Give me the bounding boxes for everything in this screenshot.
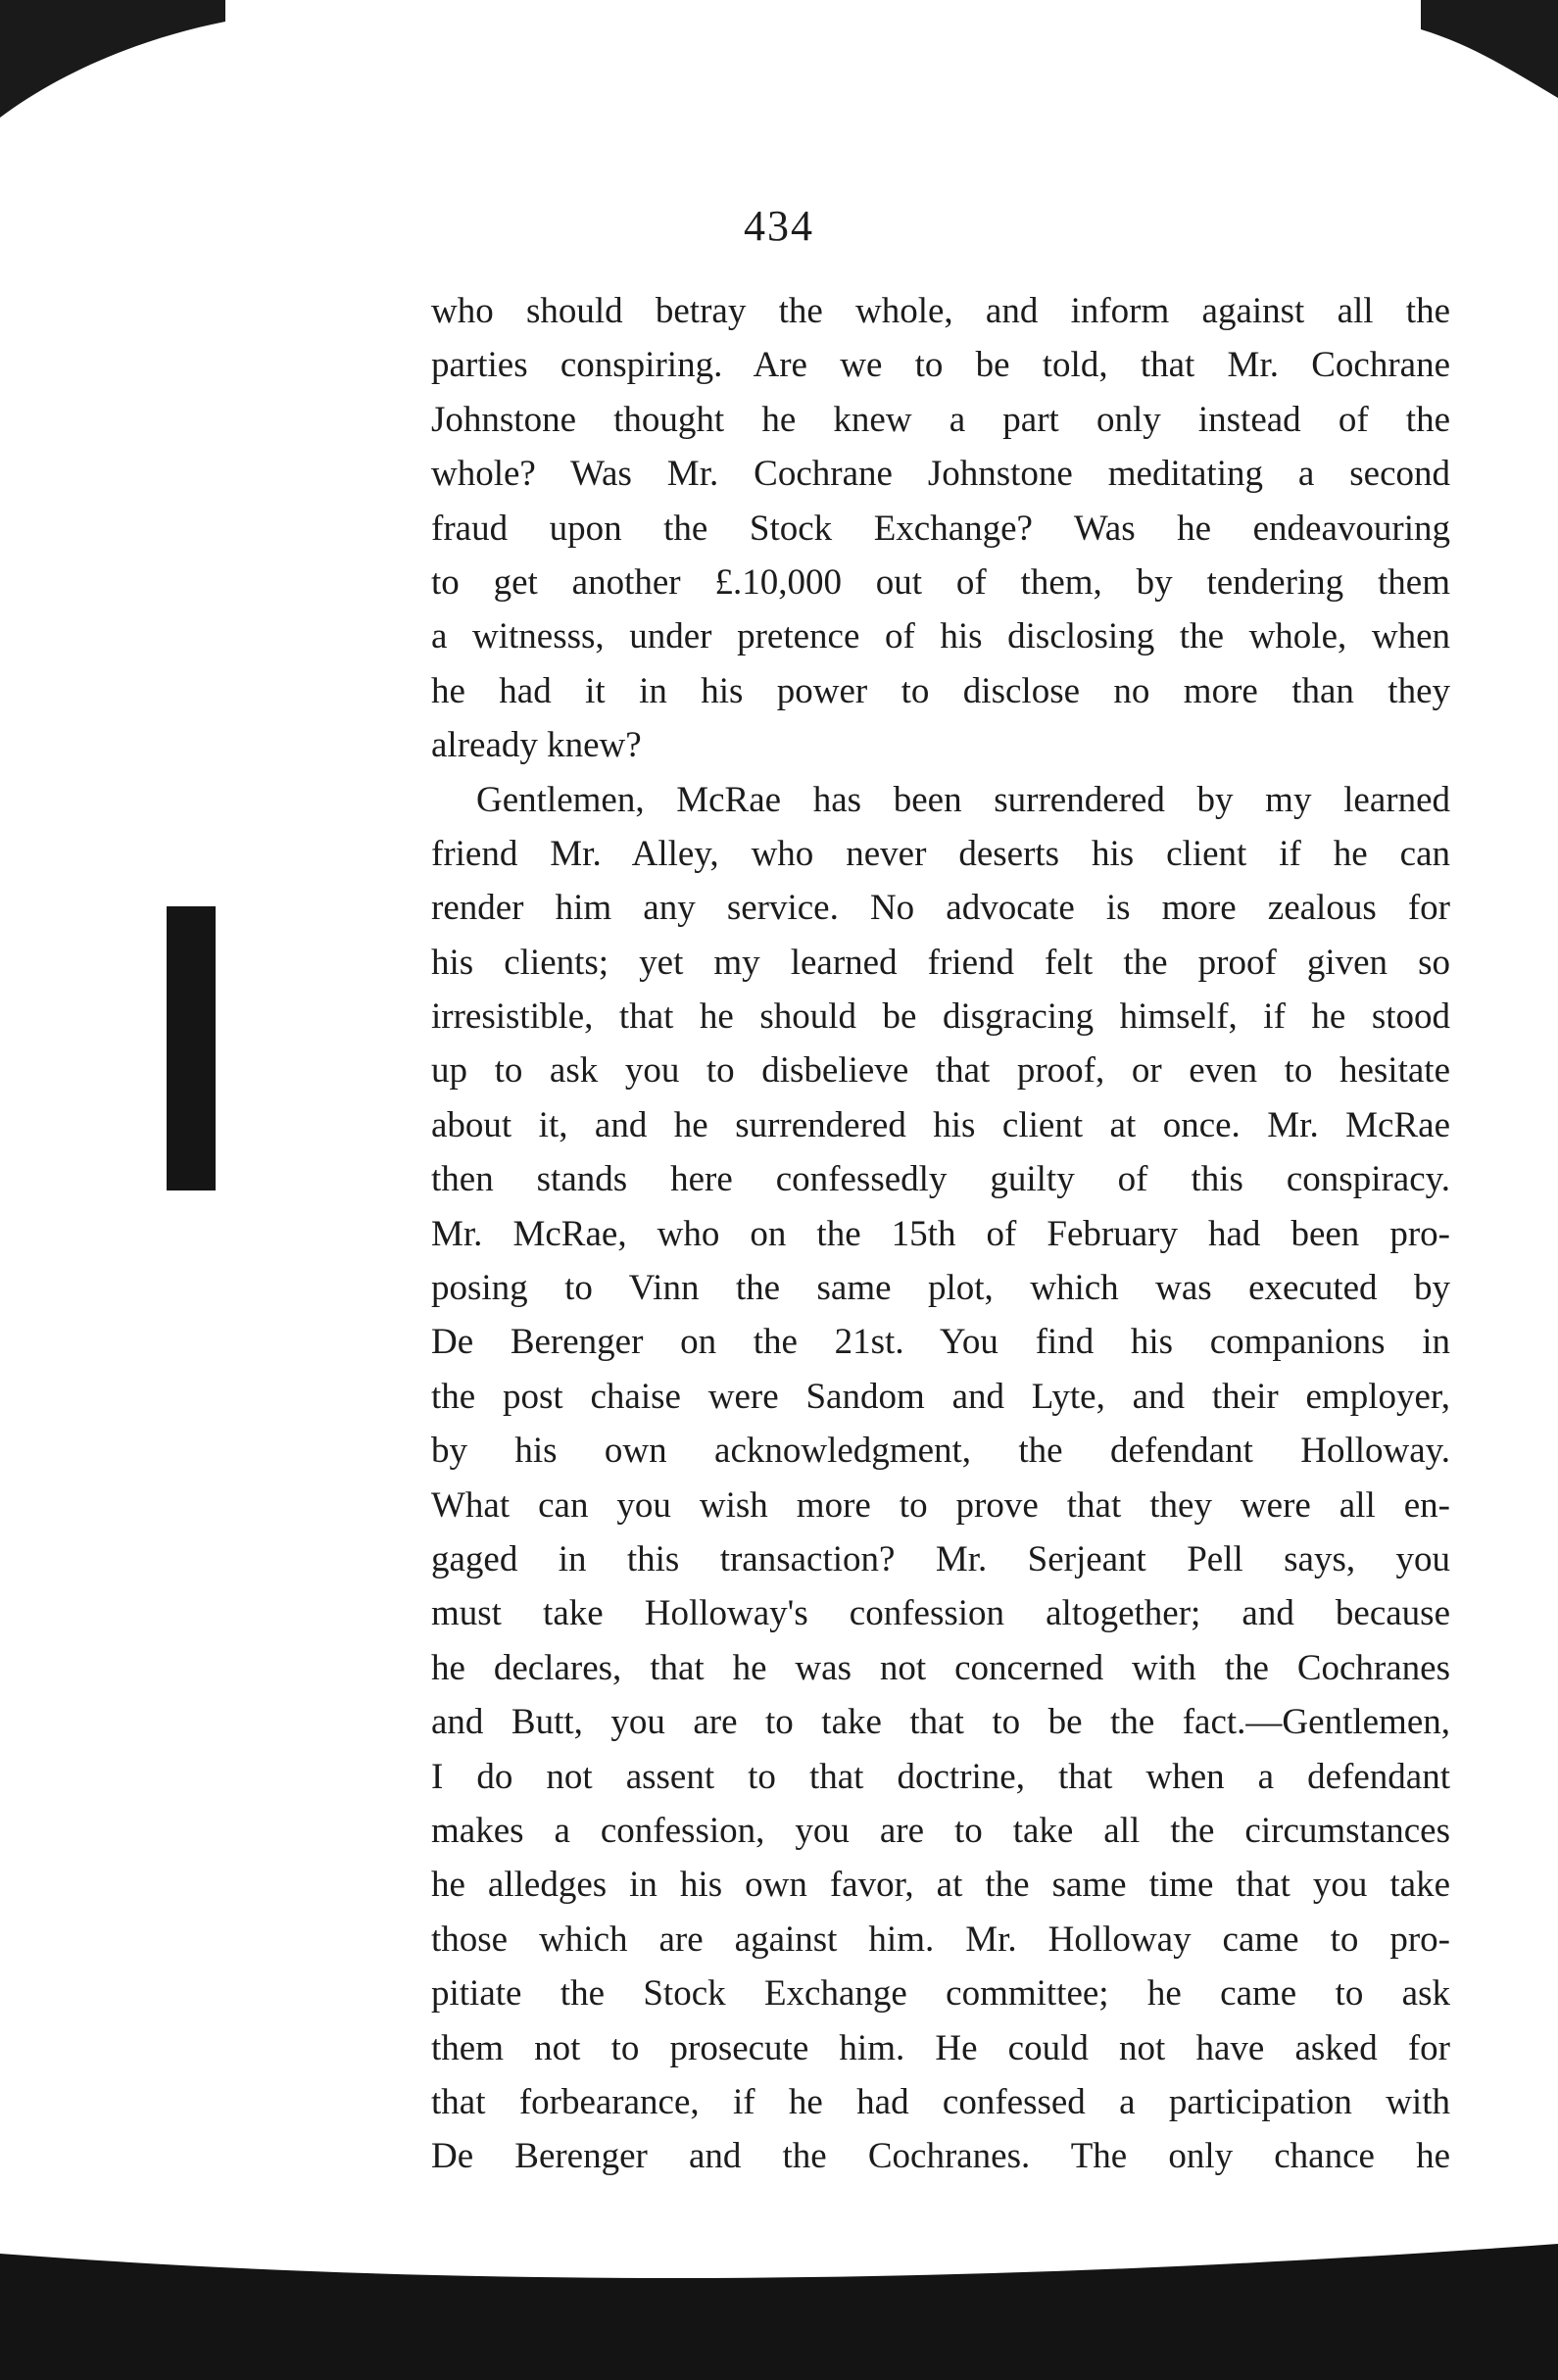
text-line: fraud upon the Stock Exchange? Was he endeavouring [431,508,1450,549]
text-line: What can you wish more to prove that they were all en- [431,1484,1450,1526]
text-line: must take Holloway's confession altogether; and because [431,1593,1450,1634]
page-number: 434 [744,202,814,250]
text-line: those which are against him. Mr. Holloway came to pro- [431,1919,1450,1960]
text-line: Gentlemen, McRae has been surrendered by my learned [476,779,1450,820]
text-line: render him any service. No advocate is more zealous for [431,888,1450,929]
text-line: then stands here confessedly guilty of this conspiracy. [431,1159,1450,1200]
text-line: De Berenger on the 21st. You find his companions in [431,1322,1450,1363]
text-line: I do not assent to that doctrine, that when a defendant [431,1756,1450,1797]
text-line: friend Mr. Alley, who never deserts his client if he can [431,833,1450,874]
left-binding-mark [167,906,216,1190]
bottom-page-shadow [0,2244,1558,2380]
text-line: he alledges in his own favor, at the same time that you take [431,1865,1450,1906]
text-line: he declares, that he was not concerned with the Cochranes [431,1647,1450,1688]
text-line: De Berenger and the Cochranes. The only chance he [431,2136,1450,2177]
text-line: makes a confession, you are to take all the circumstances [431,1810,1450,1851]
text-line: a witnesss, under pretence of his disclosing the whole, when [431,616,1450,657]
text-line: he had it in his power to disclose no more than they [431,670,1450,711]
text-line: pitiate the Stock Exchange committee; he came to ask [431,1973,1450,2015]
top-right-page-shadow [1421,0,1558,98]
text-line: by his own acknowledgment, the defendant Holloway. [431,1431,1450,1472]
text-line: the post chaise were Sandom and Lyte, and their employer, [431,1376,1450,1417]
text-line: gaged in this transaction? Mr. Serjeant Pell says, you [431,1538,1450,1579]
text-line: posing to Vinn the same plot, which was executed by [431,1268,1450,1309]
text-line: that forbearance, if he had confessed a participation with [431,2081,1450,2122]
text-line: parties conspiring. Are we to be told, that Mr. Cochrane [431,345,1450,386]
text-line: already knew? [431,725,642,766]
text-line: up to ask you to disbelieve that proof, or even to hesitate [431,1050,1450,1092]
text-line: to get another £.10,000 out of them, by tendering them [431,561,1450,603]
body-text [431,284,1450,2184]
text-line: whole? Was Mr. Cochrane Johnstone meditating a second [431,454,1450,495]
text-line: and Butt, you are to take that to be the fact.—Gentlemen, [431,1702,1450,1743]
text-line: Mr. McRae, who on the 15th of February had been pro- [431,1213,1450,1254]
text-line: who should betray the whole, and inform against all the [431,291,1450,331]
text-line: his clients; yet my learned friend felt the proof given so [431,942,1450,983]
text-line: them not to prosecute him. He could not have asked for [431,2027,1450,2068]
text-line: irresistible, that he should be disgracing himself, if he stood [431,996,1450,1038]
top-left-page-shadow [0,0,225,118]
text-line: about it, and he surrendered his client at once. Mr. McRae [431,1104,1450,1145]
text-line: Johnstone thought he knew a part only instead of the [431,399,1450,440]
